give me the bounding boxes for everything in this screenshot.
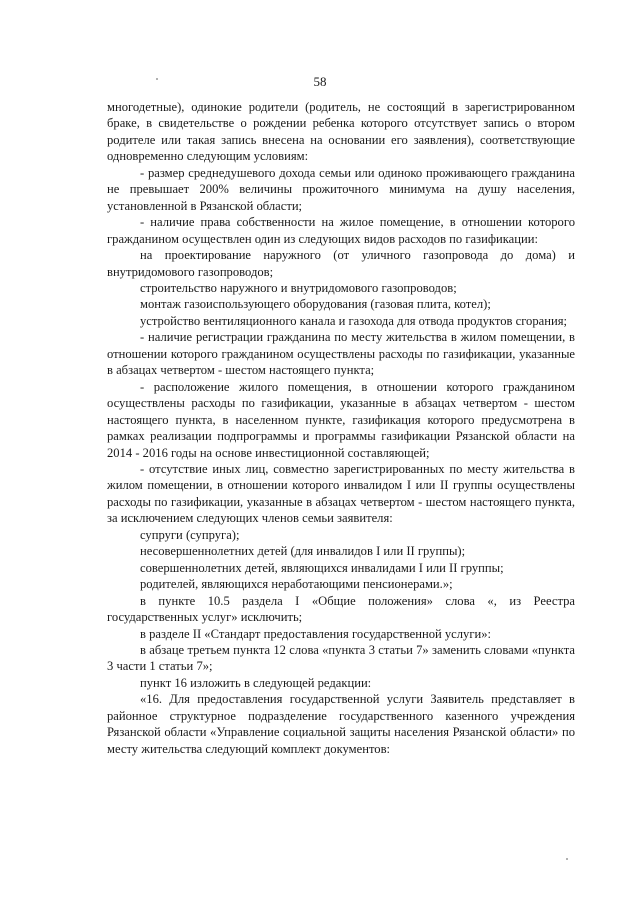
paragraph: несовершеннолетних детей (для инвалидов I или II группы);	[140, 544, 466, 559]
paragraph: в абзаце третьем пункта 12 слова «пункта 3 статьи 7» заменить словами «пункта 3 части 1 статьи 7»;	[107, 642, 575, 674]
paragraph: многодетные), одинокие родители (родитель, не состоящий в зарегистрированном браке, в свидетельстве о рождении ребенка которого отсутствует запись о втором родителе или такая запись внесена на основании его заявления), соответствующие одновременно следующим условиям:	[107, 100, 575, 164]
paragraph: «16. Для предоставления государственной услуги Заявитель представляет в районное структурное подразделение государственного казенного учреждения Рязанской области «Управление социальной защиты населения Рязанской области» по месту жительства следующий комплект документов:	[107, 692, 575, 756]
paragraph: устройство вентиляционного канала и газохода для отвода продуктов сгорания;	[140, 313, 568, 328]
paragraph: пункт 16 изложить в следующей редакции:	[140, 675, 372, 690]
document-body	[107, 99, 575, 757]
paragraph: - наличие права собственности на жилое помещение, в отношении которого гражданином осуществлен один из следующих видов расходов по газификации:	[107, 215, 575, 246]
paragraph: родителей, являющихся неработающими пенсионерами.»;	[140, 577, 453, 592]
paragraph: на проектирование наружного (от уличного газопровода до дома) и внутридомового газопроводов;	[107, 248, 575, 279]
paragraph: в разделе II «Стандарт предоставления государственной услуги»:	[140, 626, 492, 641]
paragraph: монтаж газоиспользующего оборудования (газовая плита, котел);	[140, 297, 491, 312]
paragraph: супруги (супруга);	[140, 527, 240, 542]
paragraph: - наличие регистрации гражданина по месту жительства в жилом помещении, в отношении которого гражданином осуществлены расходы по газификации, указанные в абзацах четвертом - шестом настоящего пункта;	[107, 330, 575, 378]
paragraph: - отсутствие иных лиц, совместно зарегистрированных по месту жительства в жилом помещении, в отношении которого инвалидом I или II группы осуществлены расходы по газификации, указанные в абзацах четвертом - шестом настоящего пункта, за исключением следующих членов семьи заявителя:	[107, 461, 575, 526]
paragraph: - размер среднедушевого дохода семьи или одиноко проживающего гражданина не превышает 200% величины прожиточного минимума на душу населения, установленной в Рязанской области;	[107, 165, 575, 213]
scan-speck	[566, 858, 568, 860]
page-number: 58	[313, 74, 327, 89]
paragraph: - расположение жилого помещения, в отношении которого гражданином осуществлены расходы по газификации, указанные в абзацах четвертом - шестом настоящего пункта, в населенном пункте, газификация которого предусмотрена в рамках реализации подпрограммы и программы газификации Рязанской области на 2014 - 2016 годы на основе инвестиционной составляющей;	[107, 379, 575, 460]
paragraph: в пункте 10.5 раздела I «Общие положения» слова «, из Реестра государственных услуг» исключить;	[107, 593, 575, 625]
paragraph: совершеннолетних детей, являющихся инвалидами I или II группы;	[140, 560, 504, 575]
paragraph: строительство наружного и внутридомового газопроводов;	[140, 280, 457, 295]
